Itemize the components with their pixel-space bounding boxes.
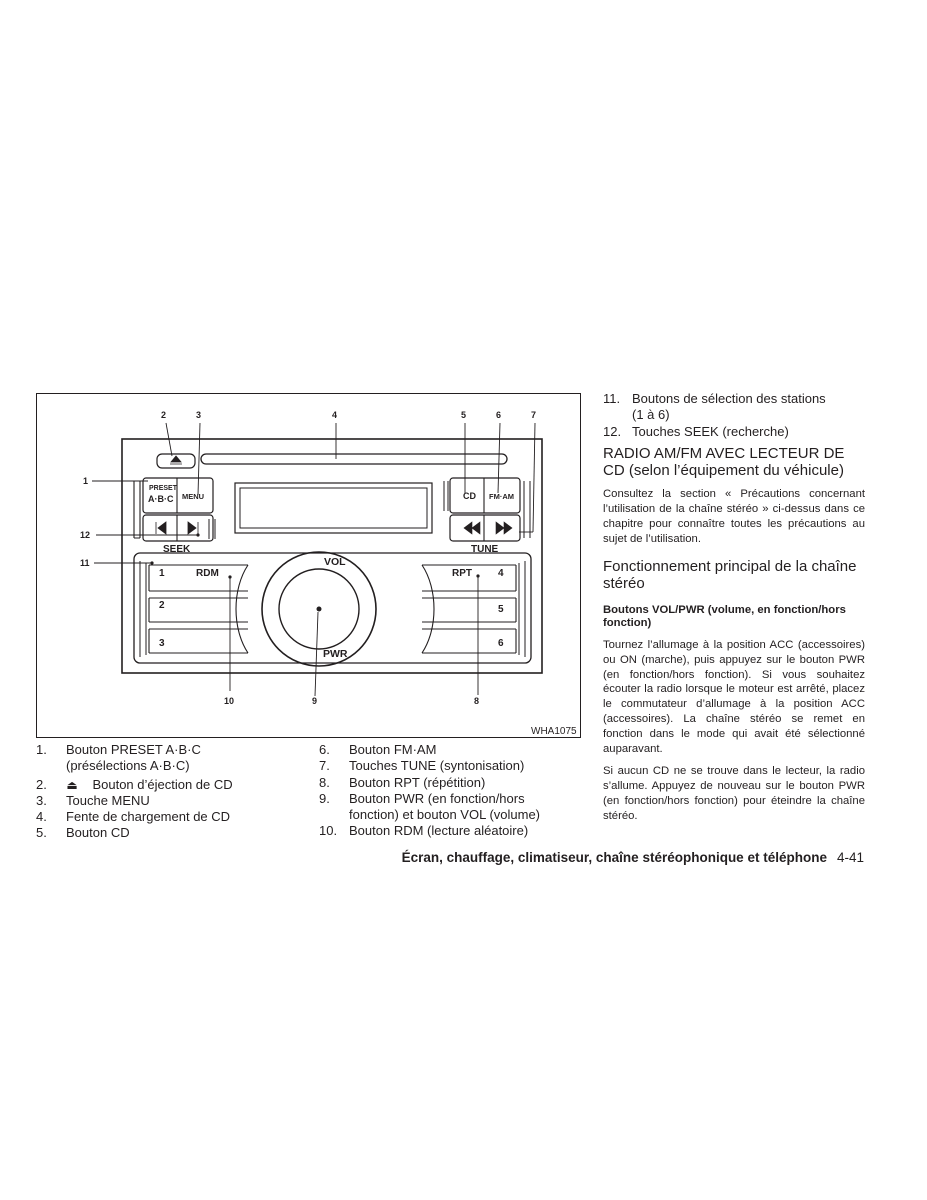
pwr-label: PWR: [323, 648, 348, 660]
legend-left: [36, 742, 306, 842]
preset-6: 6: [498, 638, 504, 649]
callout-4: 4: [332, 410, 338, 420]
legend-text-cont: (1 à 6): [632, 407, 670, 423]
legend-text: Bouton d’éjection de CD: [92, 776, 233, 792]
legend-text: Bouton PWR (en fonction/hors: [349, 790, 525, 806]
seek-forward-icon: [188, 522, 198, 534]
legend-num: 9.: [319, 790, 330, 806]
figure-code: WHA1075: [531, 726, 577, 737]
topic-heading: Boutons VOL/PWR (volume, en fonction/hors fonction): [603, 603, 846, 630]
legend-item: [319, 775, 589, 791]
tune-label: TUNE: [471, 544, 499, 555]
callout-8: 8: [474, 696, 480, 706]
legend-num: 6.: [319, 742, 330, 757]
paragraph-no-cd: Si aucun CD ne se trouve dans le lecteur, la radio s’allume. Appuyez de nouveau sur le bouton PWR (en fonction/hors fonction) pour éteindre la chaîne stéréo.: [603, 764, 865, 822]
legend-text: Touche MENU: [66, 792, 150, 808]
legend-item: [319, 758, 589, 774]
legend-text: Touches TUNE (syntonisation): [349, 758, 525, 774]
paragraph-precautions: Consultez la section « Précautions concernant l’utilisation de la chaîne stéréo » ci-dessus dans ce chapitre pour connaître toutes les précautions au sujet de l’utilisation.: [603, 487, 865, 545]
eject-icon: ⏏: [66, 777, 78, 792]
seek-back-icon: [156, 522, 166, 534]
legend-text: Touches SEEK (recherche): [632, 423, 789, 439]
radio-figure: [36, 393, 581, 738]
legend-text-cont: fonction) et bouton VOL (volume): [349, 807, 541, 823]
callout-3: 3: [196, 410, 202, 420]
legend-item-12: [603, 424, 865, 440]
callout-10: 10: [224, 696, 235, 706]
legend-num: 4.: [36, 809, 47, 825]
page-number: 4-41: [836, 850, 864, 865]
callout-6: 6: [496, 410, 502, 420]
rdm-label: RDM: [196, 568, 219, 579]
callout-9: 9: [312, 696, 318, 706]
paragraph-operation: Tournez l’allumage à la position ACC (accessoires) ou ON (marche), puis appuyez sur le bouton PWR (en fonction/hors fonction). Si vous souhaitez écouter la radio lorsque le moteur est arrêté, placez le commutateur d’allumage à la position ACC (accessoires). La chaîne stéréo se remet en fonction dans le mode qui avait été sélectionné auparavant.: [603, 638, 865, 756]
subsection-heading: Fonctionnement principal de la chaîne stéréo: [603, 557, 857, 593]
preset-4: 4: [498, 568, 504, 579]
preset-abc-label: A·B·C: [148, 494, 174, 504]
legend-num: 2.: [36, 776, 47, 792]
tune-forward-icon: [496, 522, 512, 534]
display-window: [235, 483, 432, 533]
legend-text: Bouton RPT (répétition): [349, 774, 486, 790]
legend-item: [36, 793, 306, 809]
legend-text: Bouton CD: [66, 825, 130, 841]
left-bracket: [134, 481, 140, 538]
legend-num: 12.: [603, 423, 622, 439]
legend-num: 11.: [603, 391, 621, 406]
preset-5: 5: [498, 604, 504, 615]
legend-text: Fente de chargement de CD: [66, 809, 231, 825]
seek-button-block: [143, 515, 213, 541]
rpt-label: RPT: [452, 568, 472, 579]
legend-right: [319, 742, 589, 840]
legend-text: Bouton RDM (lecture aléatoire): [349, 823, 529, 839]
legend-item: [36, 825, 306, 841]
legend-item: [319, 742, 589, 758]
preset-label: PRESET: [149, 485, 178, 492]
legend-num: 8.: [319, 774, 330, 790]
legend-num: 1.: [36, 742, 47, 757]
tune-back-icon: [464, 522, 480, 534]
callout-5: 5: [461, 410, 467, 420]
callout-7: 7: [531, 410, 537, 420]
legend-text-cont: (présélections A·B·C): [66, 758, 190, 774]
vol-label: VOL: [324, 556, 346, 568]
legend-num: 5.: [36, 825, 47, 841]
callout-2: 2: [161, 410, 167, 420]
legend-num: 3.: [36, 792, 47, 808]
page-footer: [402, 850, 864, 865]
right-column: [603, 391, 865, 824]
legend-text: Boutons de sélection des stations: [632, 391, 826, 406]
legend-item: [36, 777, 306, 793]
legend-num: 7.: [319, 758, 330, 774]
legend-item: [319, 823, 589, 839]
legend-text: Bouton FM·AM: [349, 742, 437, 757]
menu-label: MENU: [182, 492, 205, 501]
legend-item: [36, 742, 306, 775]
footer-title: Écran, chauffage, climatiseur, chaîne stéréophonique et téléphone: [401, 850, 827, 865]
legend-item-11: [603, 391, 865, 424]
eject-icon: [170, 456, 182, 464]
cd-slot: [201, 454, 507, 464]
callout-1: 1: [83, 476, 89, 486]
cd-label: CD: [463, 491, 476, 501]
preset-2: 2: [159, 600, 165, 611]
callout-11: 11: [80, 558, 90, 568]
section-heading: RADIO AM/FM AVEC LECTEUR DE CD (selon l’équipement du véhicule): [603, 444, 845, 480]
legend-text: Bouton PRESET A·B·C: [66, 742, 201, 757]
preset-1: 1: [159, 568, 165, 579]
legend-item: [319, 791, 589, 824]
fmam-label: FM·AM: [489, 492, 514, 501]
callout-12: 12: [80, 530, 91, 540]
legend-num: 10.: [319, 823, 338, 839]
legend-item: [36, 809, 306, 825]
preset-3: 3: [159, 638, 165, 649]
seek-label: SEEK: [163, 544, 191, 555]
